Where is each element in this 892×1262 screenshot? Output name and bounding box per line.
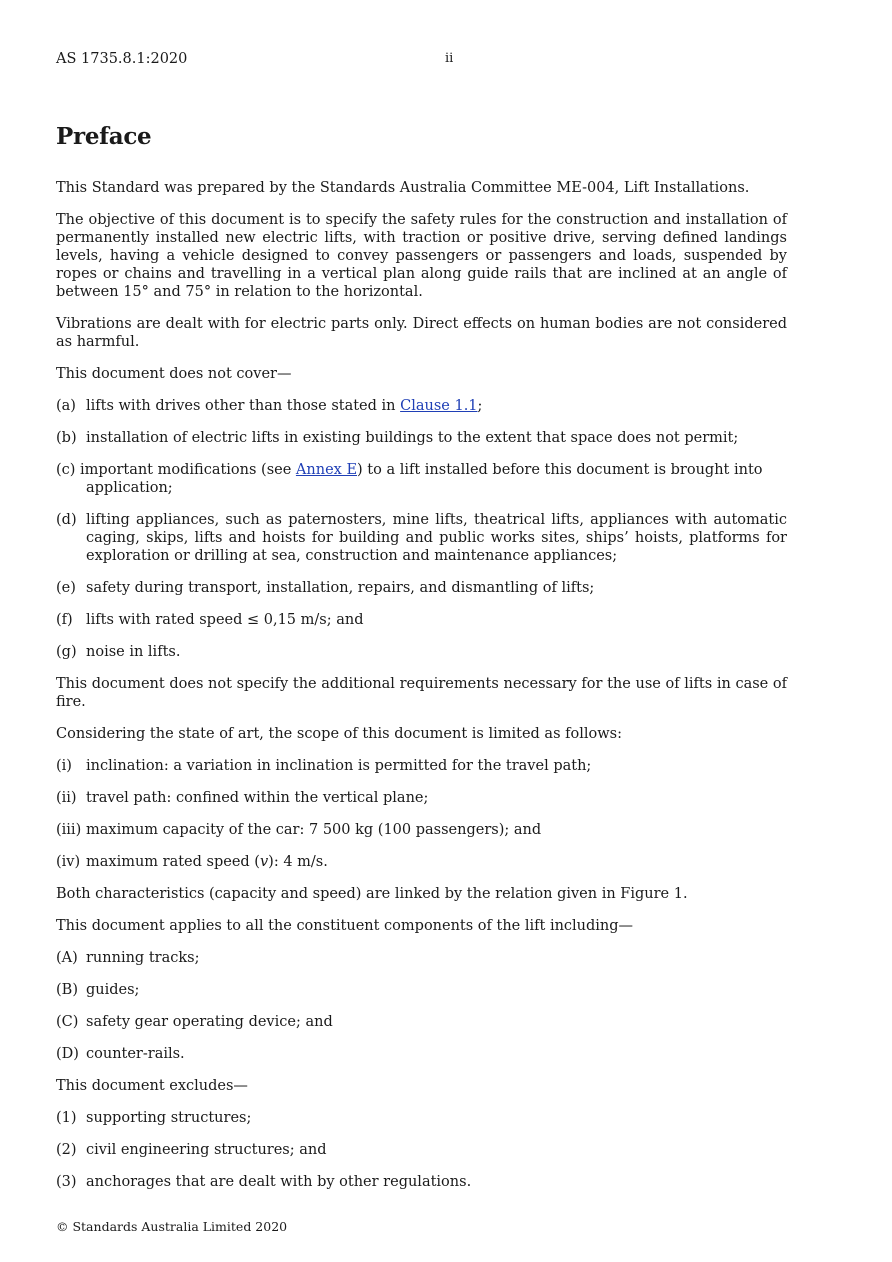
list-text: ): 4 m/s.	[268, 854, 328, 870]
list-text: lifting appliances, such as paternosters, mine lifts, theatrical lifts, appliances with automatic caging, skips, lifts and hoists for building and public works sites, ships’ hoists, platforms for exploration or drilling at sea, construction and maintenance appliances;	[86, 512, 787, 564]
paragraph: Considering the state of art, the scope of this document is limited as follows:	[56, 726, 622, 742]
paragraph: Vibrations are dealt with for electric parts only. Direct effects on human bodies are not considered as harmful.	[56, 316, 787, 350]
list-text: inclination: a variation in inclination is permitted for the travel path;	[86, 758, 592, 774]
list-item	[56, 789, 787, 807]
list-item	[56, 611, 787, 629]
list-label: (iv)	[56, 854, 81, 870]
list-text: important modifications (see	[80, 462, 296, 478]
page-header	[56, 51, 787, 71]
list-item	[56, 1173, 787, 1191]
list-item	[56, 643, 787, 661]
list-item	[56, 429, 787, 447]
page-number: ii	[445, 51, 454, 66]
list-text: civil engineering structures; and	[86, 1142, 327, 1158]
list-label: (iii)	[56, 822, 82, 838]
list-label: (d)	[56, 512, 77, 528]
list-text: ;	[477, 398, 483, 414]
list-label: (g)	[56, 644, 77, 660]
list-item	[56, 579, 787, 597]
document-id: AS 1735.8.1:2020	[56, 51, 188, 67]
list-text: counter-rails.	[86, 1046, 185, 1062]
paragraph: Both characteristics (capacity and speed) are linked by the relation given in Figure 1.	[56, 886, 688, 902]
list-label: (a)	[56, 398, 76, 414]
list-label: (b)	[56, 430, 77, 446]
list-label: (A)	[56, 950, 78, 966]
list-text: supporting structures;	[86, 1110, 252, 1126]
annex-link[interactable]: Annex E	[295, 462, 358, 478]
list-text: lifts with rated speed ≤ 0,15 m/s; and	[86, 612, 364, 628]
document-body	[56, 122, 787, 1205]
paragraph: The objective of this document is to specify the safety rules for the construction and installation of permanently installed new electric lifts, with traction or positive drive, serving defined landings levels, having a vehicle designed to convey passengers or passengers and loads, suspended by ropes or chains and travelling in a vertical plan along guide rails that are inclined at an angle of between 15° and 75° in relation to the horizontal.	[56, 212, 787, 300]
list-text: safety gear operating device; and	[86, 1014, 333, 1030]
list-text: anchorages that are dealt with by other regulations.	[86, 1174, 472, 1190]
paragraph: This document does not specify the additional requirements necessary for the use of lifts in case of fire.	[56, 676, 787, 710]
list-label: (1)	[56, 1110, 77, 1126]
copyright-footer: © Standards Australia Limited 2020	[56, 1219, 288, 1234]
list-item	[56, 981, 787, 999]
list-item	[56, 949, 787, 967]
list-item	[56, 757, 787, 775]
list-text: maximum rated speed (	[86, 854, 260, 870]
paragraph: This document does not cover—	[56, 366, 292, 382]
list-item	[56, 511, 787, 565]
list-text: travel path: confined within the vertical plane;	[86, 790, 429, 806]
list-label: (2)	[56, 1142, 77, 1158]
list-text: maximum capacity of the car: 7 500 kg (100 passengers); and	[86, 822, 542, 838]
list-text: ) to a lift installed before this document is brought into application;	[86, 462, 763, 496]
list-text: guides;	[86, 982, 140, 998]
clause-link[interactable]: Clause 1.1	[400, 398, 478, 414]
list-label: (3)	[56, 1174, 77, 1190]
variable-symbol: v	[259, 854, 269, 870]
list-item	[56, 1045, 787, 1063]
section-title: Preface	[56, 123, 152, 150]
paragraph: This document applies to all the constituent components of the lift including—	[56, 918, 634, 934]
list-text: running tracks;	[86, 950, 200, 966]
list-item	[56, 397, 787, 415]
paragraph: This Standard was prepared by the Standards Australia Committee ME-004, Lift Installations.	[56, 180, 750, 196]
paragraph: This document excludes—	[56, 1078, 248, 1094]
list-item	[56, 853, 787, 871]
list-text: safety during transport, installation, repairs, and dismantling of lifts;	[86, 580, 595, 596]
list-item	[56, 1013, 787, 1031]
list-label: (C)	[56, 1014, 79, 1030]
list-label: (f)	[56, 612, 73, 628]
list-text: installation of electric lifts in existing buildings to the extent that space does not permit;	[86, 430, 739, 446]
list-label: (i)	[56, 758, 72, 774]
list-text: noise in lifts.	[86, 644, 181, 660]
list-label: (e)	[56, 580, 76, 596]
list-item	[56, 821, 787, 839]
list-item	[56, 461, 787, 497]
list-item	[56, 1141, 787, 1159]
list-item	[56, 1109, 787, 1127]
list-label: (c)	[56, 462, 76, 478]
list-text: lifts with drives other than those stated in	[86, 398, 401, 414]
list-label: (ii)	[56, 790, 77, 806]
list-label: (D)	[56, 1046, 79, 1062]
list-label: (B)	[56, 982, 78, 998]
